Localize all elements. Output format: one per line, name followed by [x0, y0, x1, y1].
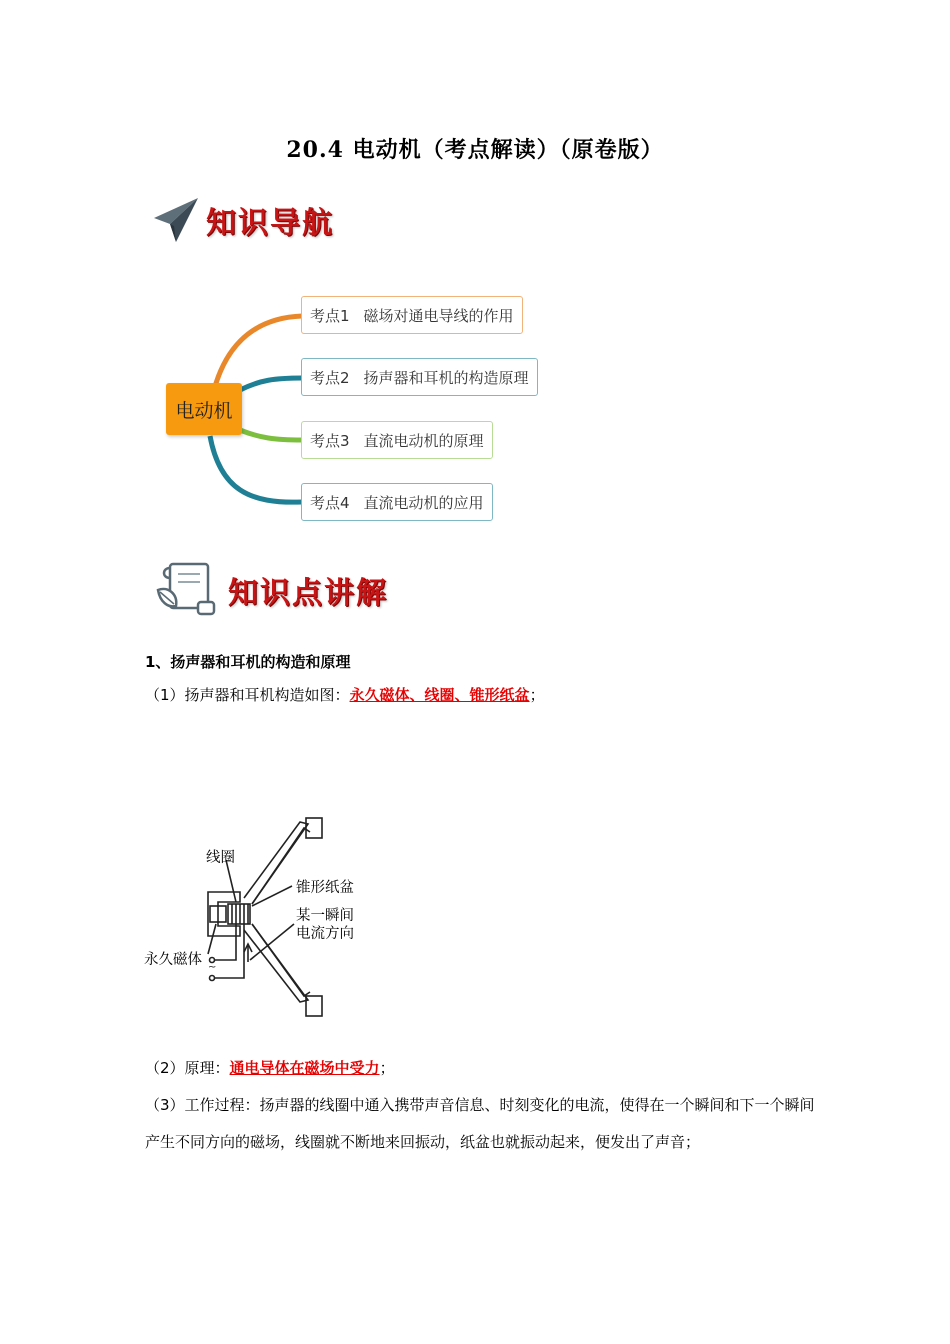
- topic-4: [301, 483, 493, 521]
- p2-prefix: （2）原理：: [145, 1059, 230, 1077]
- topic-3-num: 考点3: [310, 431, 350, 450]
- topic-4-num: 考点4: [310, 493, 350, 512]
- topic-3-text: 直流电动机的原理: [363, 431, 484, 450]
- label-current-2: 电流方向: [296, 926, 354, 942]
- scroll-quill-icon: [154, 560, 220, 620]
- branch-topic-3: [240, 430, 302, 440]
- section-heading: 1、扬声器和耳机的构造和原理: [145, 653, 351, 671]
- p2-highlight: 通电导体在磁场中受力: [229, 1059, 380, 1077]
- topic-1: [301, 296, 523, 334]
- speaker-diagram: [140, 812, 380, 1028]
- knowledge-nav-banner: [150, 192, 410, 248]
- svg-text:~: ~: [208, 962, 217, 973]
- mindmap-center: 电动机: [166, 383, 242, 435]
- label-current-1: 某一瞬间: [296, 908, 354, 924]
- knowledge-nav-title: 知识导航: [206, 206, 334, 241]
- topic-2-num: 考点2: [310, 368, 350, 387]
- p1-suffix: ；: [529, 686, 545, 704]
- paragraph-structure: [145, 677, 815, 714]
- topic-1-text: 磁场对通电导线的作用: [363, 306, 514, 325]
- page-title: 20.4 电动机（考点解读）（原卷版）: [286, 137, 664, 163]
- topic-3: [301, 421, 493, 459]
- topic-1-num: 考点1: [310, 306, 350, 325]
- paragraph-principle: [145, 1050, 815, 1087]
- branch-topic-4: [210, 436, 302, 502]
- p1-prefix: （1）扬声器和耳机构造如图：: [145, 686, 350, 704]
- branch-topic-2: [240, 378, 302, 390]
- knowledge-lecture-title: 知识点讲解: [228, 576, 388, 611]
- knowledge-lecture-banner: [152, 560, 432, 622]
- topic-2: [301, 358, 538, 396]
- topic-4-text: 直流电动机的应用: [363, 493, 484, 512]
- paragraph-process: （3）工作过程：扬声器的线圈中通入携带声音信息、时刻变化的电流，使得在一个瞬间和下一个瞬间产生不同方向的磁场，线圈就不断地来回振动，纸盆也就振动起来，便发出了声音；: [145, 1096, 815, 1151]
- paper-plane-icon: [152, 194, 200, 244]
- topic-2-text: 扬声器和耳机的构造原理: [363, 368, 529, 387]
- p1-highlight: 永久磁体、线圈、锥形纸盆: [349, 686, 530, 704]
- p2-suffix: ；: [379, 1059, 395, 1077]
- label-cone: 锥形纸盆: [296, 880, 354, 896]
- label-magnet: 永久磁体: [144, 952, 202, 968]
- label-coil: 线圈: [206, 850, 235, 866]
